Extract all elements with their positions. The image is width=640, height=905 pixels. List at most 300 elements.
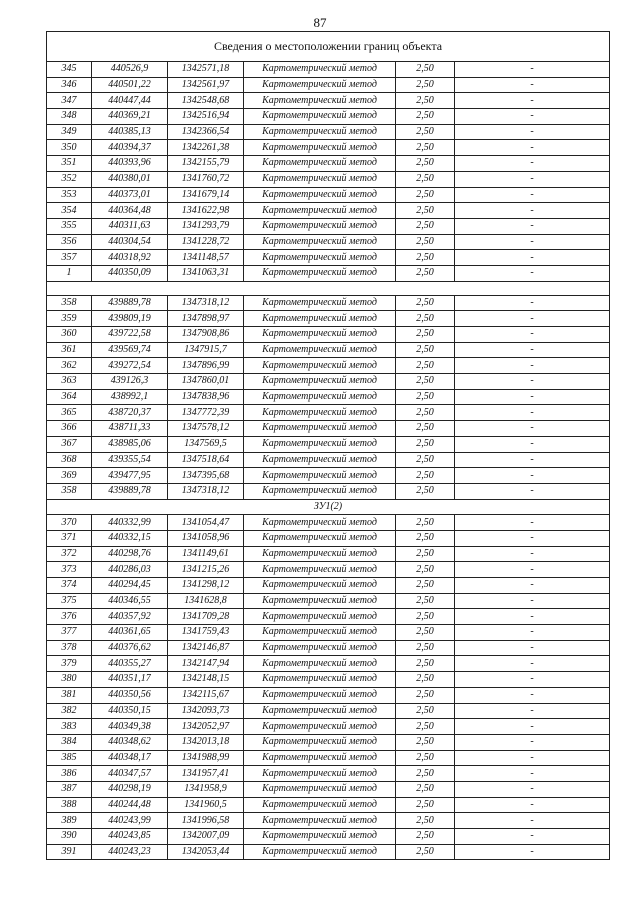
point-number-cell: 368 bbox=[47, 452, 92, 468]
x-coordinate-cell: 440385,13 bbox=[92, 124, 168, 140]
x-coordinate-cell: 440350,15 bbox=[92, 703, 168, 719]
point-number-cell: 390 bbox=[47, 829, 92, 845]
note-cell: - bbox=[455, 515, 610, 531]
y-coordinate-cell: 1342561,97 bbox=[168, 77, 244, 93]
y-coordinate-cell: 1341628,8 bbox=[168, 593, 244, 609]
point-number-cell: 379 bbox=[47, 656, 92, 672]
point-number-cell: 366 bbox=[47, 421, 92, 437]
method-cell: Картометрический метод bbox=[244, 234, 396, 250]
y-coordinate-cell: 1347318,12 bbox=[168, 483, 244, 499]
note-cell: - bbox=[455, 436, 610, 452]
accuracy-cell: 2,50 bbox=[396, 468, 455, 484]
method-cell: Картометрический метод bbox=[244, 797, 396, 813]
x-coordinate-cell: 440447,44 bbox=[92, 93, 168, 109]
table-body bbox=[47, 32, 610, 860]
y-coordinate-cell: 1341996,58 bbox=[168, 813, 244, 829]
x-coordinate-cell: 440311,63 bbox=[92, 218, 168, 234]
note-cell: - bbox=[455, 187, 610, 203]
y-coordinate-cell: 1341709,28 bbox=[168, 609, 244, 625]
accuracy-cell: 2,50 bbox=[396, 124, 455, 140]
x-coordinate-cell: 439355,54 bbox=[92, 452, 168, 468]
method-cell: Картометрический метод bbox=[244, 124, 396, 140]
y-coordinate-cell: 1341149,61 bbox=[168, 546, 244, 562]
point-number-cell: 347 bbox=[47, 93, 92, 109]
y-coordinate-cell: 1342052,97 bbox=[168, 719, 244, 735]
point-number-cell: 362 bbox=[47, 358, 92, 374]
note-cell: - bbox=[455, 672, 610, 688]
point-number-cell: 361 bbox=[47, 342, 92, 358]
x-coordinate-cell: 440348,62 bbox=[92, 734, 168, 750]
x-coordinate-cell: 439477,95 bbox=[92, 468, 168, 484]
table-row bbox=[47, 468, 610, 484]
table-row bbox=[47, 436, 610, 452]
method-cell: Картометрический метод bbox=[244, 156, 396, 172]
table-title-row bbox=[47, 32, 610, 62]
boundary-coordinates-table bbox=[46, 31, 610, 860]
method-cell: Картометрический метод bbox=[244, 719, 396, 735]
note-cell: - bbox=[455, 593, 610, 609]
y-coordinate-cell: 1341228,72 bbox=[168, 234, 244, 250]
method-cell: Картометрический метод bbox=[244, 672, 396, 688]
table-row bbox=[47, 546, 610, 562]
x-coordinate-cell: 440364,48 bbox=[92, 203, 168, 219]
note-cell: - bbox=[455, 93, 610, 109]
note-cell: - bbox=[455, 234, 610, 250]
accuracy-cell: 2,50 bbox=[396, 140, 455, 156]
point-number-cell: 364 bbox=[47, 389, 92, 405]
accuracy-cell: 2,50 bbox=[396, 203, 455, 219]
point-number-cell: 351 bbox=[47, 156, 92, 172]
accuracy-cell: 2,50 bbox=[396, 187, 455, 203]
y-coordinate-cell: 1342571,18 bbox=[168, 62, 244, 78]
x-coordinate-cell: 440244,48 bbox=[92, 797, 168, 813]
note-cell: - bbox=[455, 687, 610, 703]
method-cell: Картометрический метод bbox=[244, 250, 396, 266]
accuracy-cell: 2,50 bbox=[396, 703, 455, 719]
table-row bbox=[47, 578, 610, 594]
accuracy-cell: 2,50 bbox=[396, 813, 455, 829]
method-cell: Картометрический метод bbox=[244, 829, 396, 845]
method-cell: Картометрический метод bbox=[244, 374, 396, 390]
point-number-cell: 371 bbox=[47, 530, 92, 546]
note-cell: - bbox=[455, 468, 610, 484]
x-coordinate-cell: 440286,03 bbox=[92, 562, 168, 578]
method-cell: Картометрический метод bbox=[244, 703, 396, 719]
table-row bbox=[47, 124, 610, 140]
point-number-cell: 350 bbox=[47, 140, 92, 156]
point-number-cell: 354 bbox=[47, 203, 92, 219]
method-cell: Картометрический метод bbox=[244, 203, 396, 219]
note-cell: - bbox=[455, 703, 610, 719]
point-number-cell: 389 bbox=[47, 813, 92, 829]
boundary-table-container bbox=[46, 31, 609, 860]
x-coordinate-cell: 438711,33 bbox=[92, 421, 168, 437]
method-cell: Картометрический метод bbox=[244, 483, 396, 499]
note-cell: - bbox=[455, 156, 610, 172]
y-coordinate-cell: 1347908,86 bbox=[168, 327, 244, 343]
table-title: Сведения о местоположении границ объекта bbox=[47, 32, 610, 62]
x-coordinate-cell: 440298,76 bbox=[92, 546, 168, 562]
y-coordinate-cell: 1347860,01 bbox=[168, 374, 244, 390]
table-row bbox=[47, 719, 610, 735]
point-number-cell: 360 bbox=[47, 327, 92, 343]
y-coordinate-cell: 1341958,9 bbox=[168, 781, 244, 797]
method-cell: Картометрический метод bbox=[244, 546, 396, 562]
point-number-cell: 367 bbox=[47, 436, 92, 452]
accuracy-cell: 2,50 bbox=[396, 342, 455, 358]
point-number-cell: 378 bbox=[47, 640, 92, 656]
note-cell: - bbox=[455, 342, 610, 358]
x-coordinate-cell: 440526,9 bbox=[92, 62, 168, 78]
y-coordinate-cell: 1342147,94 bbox=[168, 656, 244, 672]
table-row bbox=[47, 358, 610, 374]
note-cell: - bbox=[455, 171, 610, 187]
method-cell: Картометрический метод bbox=[244, 358, 396, 374]
x-coordinate-cell: 439809,19 bbox=[92, 311, 168, 327]
note-cell: - bbox=[455, 327, 610, 343]
note-cell: - bbox=[455, 358, 610, 374]
y-coordinate-cell: 1341679,14 bbox=[168, 187, 244, 203]
method-cell: Картометрический метод bbox=[244, 342, 396, 358]
table-row bbox=[47, 62, 610, 78]
table-row bbox=[47, 93, 610, 109]
x-coordinate-cell: 440394,37 bbox=[92, 140, 168, 156]
y-coordinate-cell: 1341298,12 bbox=[168, 578, 244, 594]
method-cell: Картометрический метод bbox=[244, 562, 396, 578]
x-coordinate-cell: 440332,99 bbox=[92, 515, 168, 531]
y-coordinate-cell: 1341760,72 bbox=[168, 171, 244, 187]
y-coordinate-cell: 1347318,12 bbox=[168, 295, 244, 311]
accuracy-cell: 2,50 bbox=[396, 265, 455, 281]
point-number-cell: 349 bbox=[47, 124, 92, 140]
note-cell: - bbox=[455, 829, 610, 845]
point-number-cell: 385 bbox=[47, 750, 92, 766]
accuracy-cell: 2,50 bbox=[396, 515, 455, 531]
y-coordinate-cell: 1347915,7 bbox=[168, 342, 244, 358]
note-cell: - bbox=[455, 421, 610, 437]
y-coordinate-cell: 1342115,67 bbox=[168, 687, 244, 703]
x-coordinate-cell: 440243,85 bbox=[92, 829, 168, 845]
method-cell: Картометрический метод bbox=[244, 218, 396, 234]
x-coordinate-cell: 439722,58 bbox=[92, 327, 168, 343]
table-row bbox=[47, 311, 610, 327]
accuracy-cell: 2,50 bbox=[396, 578, 455, 594]
y-coordinate-cell: 1347518,64 bbox=[168, 452, 244, 468]
accuracy-cell: 2,50 bbox=[396, 62, 455, 78]
table-row bbox=[47, 781, 610, 797]
table-row bbox=[47, 797, 610, 813]
table-row bbox=[47, 265, 610, 281]
accuracy-cell: 2,50 bbox=[396, 734, 455, 750]
table-row bbox=[47, 187, 610, 203]
table-row bbox=[47, 171, 610, 187]
table-row bbox=[47, 234, 610, 250]
table-row bbox=[47, 140, 610, 156]
method-cell: Картометрический метод bbox=[244, 77, 396, 93]
accuracy-cell: 2,50 bbox=[396, 609, 455, 625]
x-coordinate-cell: 440243,99 bbox=[92, 813, 168, 829]
table-row bbox=[47, 656, 610, 672]
point-number-cell: 380 bbox=[47, 672, 92, 688]
x-coordinate-cell: 439889,78 bbox=[92, 483, 168, 499]
x-coordinate-cell: 438992,1 bbox=[92, 389, 168, 405]
y-coordinate-cell: 1341988,99 bbox=[168, 750, 244, 766]
point-number-cell: 1 bbox=[47, 265, 92, 281]
method-cell: Картометрический метод bbox=[244, 844, 396, 860]
note-cell: - bbox=[455, 625, 610, 641]
note-cell: - bbox=[455, 405, 610, 421]
note-cell: - bbox=[455, 781, 610, 797]
table-row bbox=[47, 672, 610, 688]
x-coordinate-cell: 440373,01 bbox=[92, 187, 168, 203]
accuracy-cell: 2,50 bbox=[396, 781, 455, 797]
x-coordinate-cell: 440376,62 bbox=[92, 640, 168, 656]
note-cell: - bbox=[455, 562, 610, 578]
table-row bbox=[47, 483, 610, 499]
point-number-cell: 346 bbox=[47, 77, 92, 93]
table-row bbox=[47, 374, 610, 390]
accuracy-cell: 2,50 bbox=[396, 452, 455, 468]
accuracy-cell: 2,50 bbox=[396, 234, 455, 250]
table-row bbox=[47, 593, 610, 609]
x-coordinate-cell: 440332,15 bbox=[92, 530, 168, 546]
table-row bbox=[47, 562, 610, 578]
group-label: ЗУ1(2) bbox=[47, 499, 610, 515]
method-cell: Картометрический метод bbox=[244, 593, 396, 609]
y-coordinate-cell: 1342261,38 bbox=[168, 140, 244, 156]
note-cell: - bbox=[455, 656, 610, 672]
note-cell: - bbox=[455, 578, 610, 594]
y-coordinate-cell: 1342548,68 bbox=[168, 93, 244, 109]
accuracy-cell: 2,50 bbox=[396, 421, 455, 437]
accuracy-cell: 2,50 bbox=[396, 640, 455, 656]
note-cell: - bbox=[455, 530, 610, 546]
point-number-cell: 374 bbox=[47, 578, 92, 594]
table-row bbox=[47, 203, 610, 219]
x-coordinate-cell: 439889,78 bbox=[92, 295, 168, 311]
point-number-cell: 377 bbox=[47, 625, 92, 641]
method-cell: Картометрический метод bbox=[244, 750, 396, 766]
x-coordinate-cell: 440347,57 bbox=[92, 766, 168, 782]
x-coordinate-cell: 440501,22 bbox=[92, 77, 168, 93]
accuracy-cell: 2,50 bbox=[396, 844, 455, 860]
point-number-cell: 352 bbox=[47, 171, 92, 187]
y-coordinate-cell: 1341058,96 bbox=[168, 530, 244, 546]
note-cell: - bbox=[455, 124, 610, 140]
point-number-cell: 363 bbox=[47, 374, 92, 390]
accuracy-cell: 2,50 bbox=[396, 374, 455, 390]
accuracy-cell: 2,50 bbox=[396, 93, 455, 109]
method-cell: Картометрический метод bbox=[244, 62, 396, 78]
accuracy-cell: 2,50 bbox=[396, 593, 455, 609]
y-coordinate-cell: 1341148,57 bbox=[168, 250, 244, 266]
point-number-cell: 365 bbox=[47, 405, 92, 421]
table-row bbox=[47, 813, 610, 829]
table-row bbox=[47, 295, 610, 311]
accuracy-cell: 2,50 bbox=[396, 156, 455, 172]
point-number-cell: 383 bbox=[47, 719, 92, 735]
point-number-cell: 376 bbox=[47, 609, 92, 625]
y-coordinate-cell: 1347578,12 bbox=[168, 421, 244, 437]
accuracy-cell: 2,50 bbox=[396, 687, 455, 703]
table-row bbox=[47, 530, 610, 546]
method-cell: Картометрический метод bbox=[244, 656, 396, 672]
y-coordinate-cell: 1342013,18 bbox=[168, 734, 244, 750]
y-coordinate-cell: 1341759,43 bbox=[168, 625, 244, 641]
point-number-cell: 358 bbox=[47, 483, 92, 499]
table-row bbox=[47, 766, 610, 782]
table-row bbox=[47, 844, 610, 860]
accuracy-cell: 2,50 bbox=[396, 109, 455, 125]
x-coordinate-cell: 438720,37 bbox=[92, 405, 168, 421]
note-cell: - bbox=[455, 609, 610, 625]
method-cell: Картометрический метод bbox=[244, 421, 396, 437]
note-cell: - bbox=[455, 813, 610, 829]
y-coordinate-cell: 1342148,15 bbox=[168, 672, 244, 688]
table-row bbox=[47, 734, 610, 750]
note-cell: - bbox=[455, 389, 610, 405]
y-coordinate-cell: 1341622,98 bbox=[168, 203, 244, 219]
x-coordinate-cell: 440243,23 bbox=[92, 844, 168, 860]
y-coordinate-cell: 1341215,26 bbox=[168, 562, 244, 578]
table-row bbox=[47, 342, 610, 358]
y-coordinate-cell: 1347898,97 bbox=[168, 311, 244, 327]
accuracy-cell: 2,50 bbox=[396, 766, 455, 782]
y-coordinate-cell: 1342516,94 bbox=[168, 109, 244, 125]
table-row bbox=[47, 829, 610, 845]
x-coordinate-cell: 440369,21 bbox=[92, 109, 168, 125]
y-coordinate-cell: 1342007,09 bbox=[168, 829, 244, 845]
point-number-cell: 369 bbox=[47, 468, 92, 484]
point-number-cell: 345 bbox=[47, 62, 92, 78]
table-row bbox=[47, 609, 610, 625]
x-coordinate-cell: 439126,3 bbox=[92, 374, 168, 390]
note-cell: - bbox=[455, 452, 610, 468]
method-cell: Картометрический метод bbox=[244, 389, 396, 405]
note-cell: - bbox=[455, 374, 610, 390]
method-cell: Картометрический метод bbox=[244, 468, 396, 484]
y-coordinate-cell: 1347838,96 bbox=[168, 389, 244, 405]
table-row bbox=[47, 250, 610, 266]
point-number-cell: 387 bbox=[47, 781, 92, 797]
method-cell: Картометрический метод bbox=[244, 93, 396, 109]
x-coordinate-cell: 440298,19 bbox=[92, 781, 168, 797]
x-coordinate-cell: 439272,54 bbox=[92, 358, 168, 374]
y-coordinate-cell: 1342146,87 bbox=[168, 640, 244, 656]
table-row bbox=[47, 703, 610, 719]
x-coordinate-cell: 440346,55 bbox=[92, 593, 168, 609]
note-cell: - bbox=[455, 719, 610, 735]
x-coordinate-cell: 440393,96 bbox=[92, 156, 168, 172]
accuracy-cell: 2,50 bbox=[396, 797, 455, 813]
note-cell: - bbox=[455, 203, 610, 219]
y-coordinate-cell: 1341960,5 bbox=[168, 797, 244, 813]
method-cell: Картометрический метод bbox=[244, 405, 396, 421]
accuracy-cell: 2,50 bbox=[396, 389, 455, 405]
x-coordinate-cell: 440380,01 bbox=[92, 171, 168, 187]
table-row bbox=[47, 109, 610, 125]
table-row bbox=[47, 515, 610, 531]
point-number-cell: 381 bbox=[47, 687, 92, 703]
table-row bbox=[47, 750, 610, 766]
page-number: 87 bbox=[313, 15, 327, 30]
y-coordinate-cell: 1341293,79 bbox=[168, 218, 244, 234]
x-coordinate-cell: 440350,09 bbox=[92, 265, 168, 281]
point-number-cell: 382 bbox=[47, 703, 92, 719]
y-coordinate-cell: 1341957,41 bbox=[168, 766, 244, 782]
table-row bbox=[47, 687, 610, 703]
method-cell: Картометрический метод bbox=[244, 327, 396, 343]
table-row bbox=[47, 625, 610, 641]
table-row bbox=[47, 640, 610, 656]
y-coordinate-cell: 1347395,68 bbox=[168, 468, 244, 484]
accuracy-cell: 2,50 bbox=[396, 171, 455, 187]
y-coordinate-cell: 1341054,47 bbox=[168, 515, 244, 531]
note-cell: - bbox=[455, 311, 610, 327]
note-cell: - bbox=[455, 62, 610, 78]
group-separator-row bbox=[47, 281, 610, 295]
note-cell: - bbox=[455, 265, 610, 281]
y-coordinate-cell: 1342366,54 bbox=[168, 124, 244, 140]
method-cell: Картометрический метод bbox=[244, 436, 396, 452]
note-cell: - bbox=[455, 750, 610, 766]
accuracy-cell: 2,50 bbox=[396, 829, 455, 845]
point-number-cell: 348 bbox=[47, 109, 92, 125]
x-coordinate-cell: 440361,65 bbox=[92, 625, 168, 641]
accuracy-cell: 2,50 bbox=[396, 77, 455, 93]
table-row bbox=[47, 405, 610, 421]
accuracy-cell: 2,50 bbox=[396, 546, 455, 562]
point-number-cell: 353 bbox=[47, 187, 92, 203]
note-cell: - bbox=[455, 295, 610, 311]
note-cell: - bbox=[455, 218, 610, 234]
accuracy-cell: 2,50 bbox=[396, 311, 455, 327]
point-number-cell: 388 bbox=[47, 797, 92, 813]
accuracy-cell: 2,50 bbox=[396, 562, 455, 578]
point-number-cell: 391 bbox=[47, 844, 92, 860]
method-cell: Картометрический метод bbox=[244, 452, 396, 468]
x-coordinate-cell: 440304,54 bbox=[92, 234, 168, 250]
method-cell: Картометрический метод bbox=[244, 187, 396, 203]
method-cell: Картометрический метод bbox=[244, 734, 396, 750]
x-coordinate-cell: 440294,45 bbox=[92, 578, 168, 594]
x-coordinate-cell: 440351,17 bbox=[92, 672, 168, 688]
method-cell: Картометрический метод bbox=[244, 140, 396, 156]
method-cell: Картометрический метод bbox=[244, 171, 396, 187]
table-row bbox=[47, 218, 610, 234]
note-cell: - bbox=[455, 797, 610, 813]
accuracy-cell: 2,50 bbox=[396, 295, 455, 311]
point-number-cell: 370 bbox=[47, 515, 92, 531]
note-cell: - bbox=[455, 546, 610, 562]
point-number-cell: 357 bbox=[47, 250, 92, 266]
y-coordinate-cell: 1347896,99 bbox=[168, 358, 244, 374]
method-cell: Картометрический метод bbox=[244, 311, 396, 327]
table-row bbox=[47, 327, 610, 343]
x-coordinate-cell: 440318,92 bbox=[92, 250, 168, 266]
x-coordinate-cell: 440348,17 bbox=[92, 750, 168, 766]
table-row bbox=[47, 389, 610, 405]
point-number-cell: 373 bbox=[47, 562, 92, 578]
accuracy-cell: 2,50 bbox=[396, 483, 455, 499]
table-row bbox=[47, 77, 610, 93]
method-cell: Картометрический метод bbox=[244, 609, 396, 625]
accuracy-cell: 2,50 bbox=[396, 358, 455, 374]
method-cell: Картометрический метод bbox=[244, 687, 396, 703]
table-row bbox=[47, 421, 610, 437]
x-coordinate-cell: 440357,92 bbox=[92, 609, 168, 625]
note-cell: - bbox=[455, 766, 610, 782]
